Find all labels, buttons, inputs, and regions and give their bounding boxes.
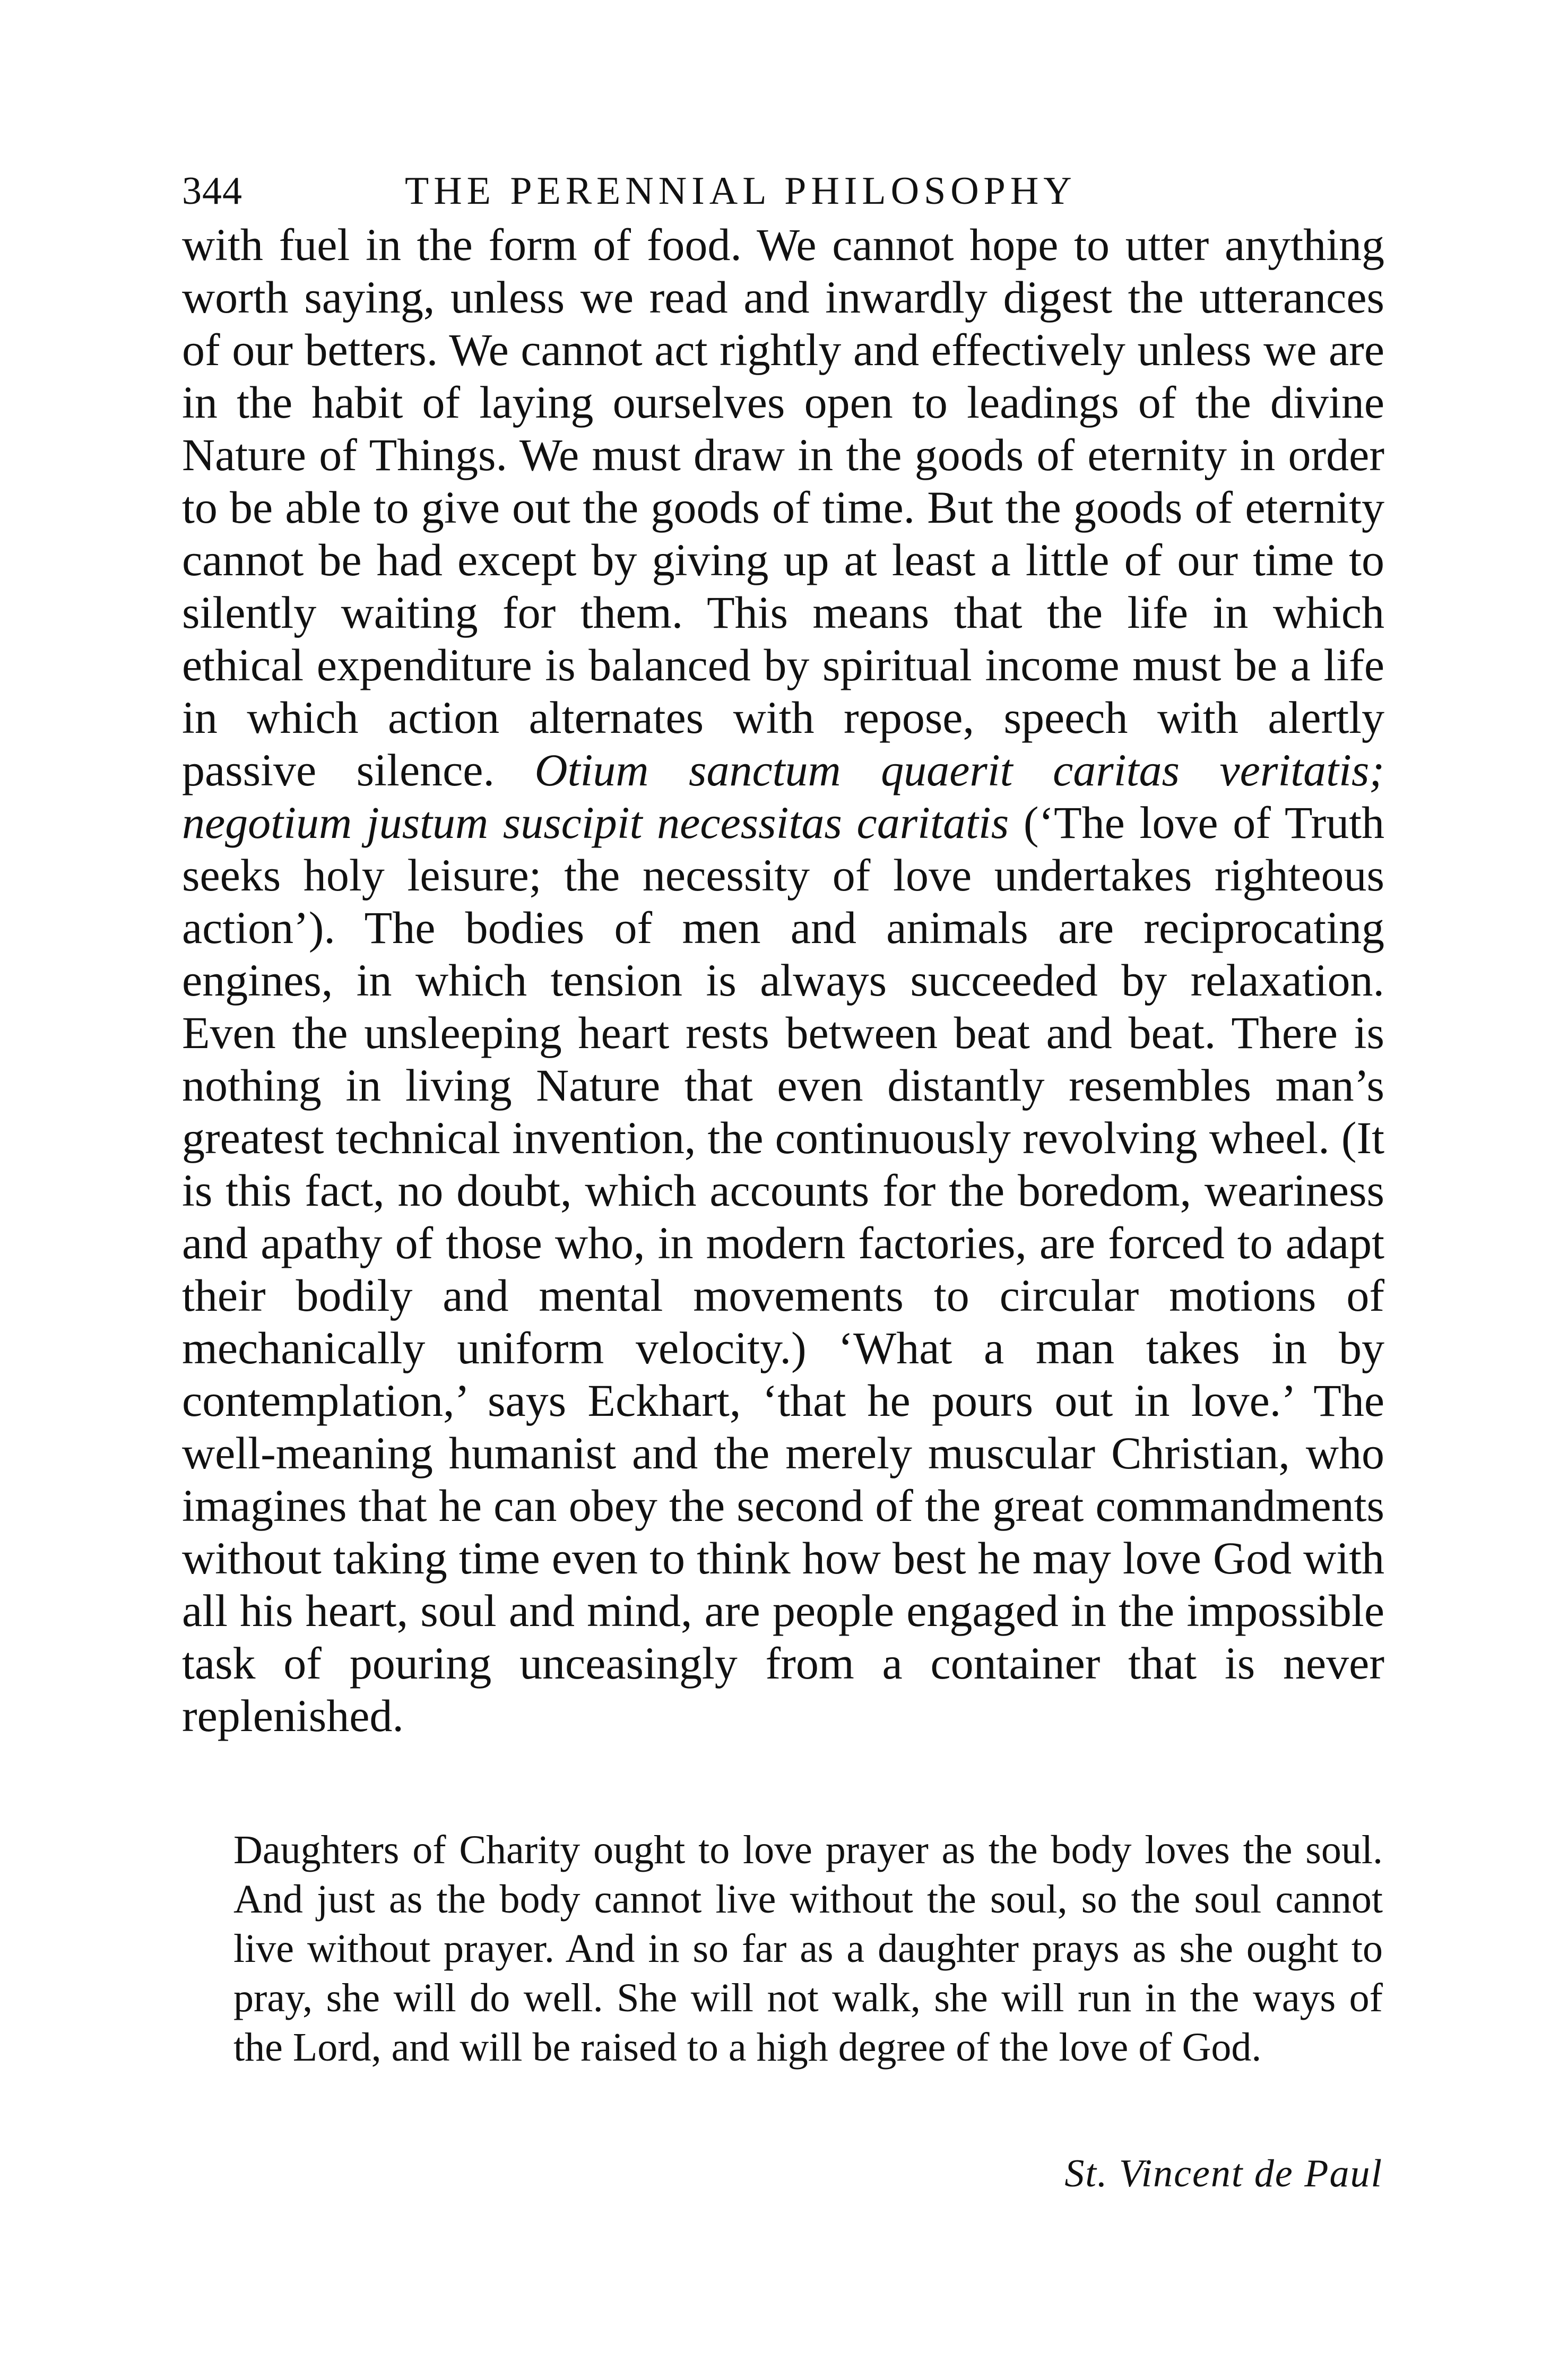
latin-quotation: Otium sanctum quaerit caritas veritatis; negotium justum suscipit necessitas caritatis (182, 745, 1384, 848)
page-number: 344 (182, 169, 242, 213)
paragraph-text-part-1: with fuel in the form of food. We cannot hope to utter anything worth saying, unless we read and inwardly digest the utterances of our betters. We cannot act rightly and effectively unless we are in the habit of laying ourselves open to leadings of the divine Nature of Things. We must draw in the goods of eternity in order to be able to give out the goods of time. But the goods of eternity cannot be had except by giving up at least a little of our time to silently waiting for them. This means that the life in which ethical expenditure is balanced by spiritual income must be a life in which action alternates with repose, speech with alertly passive silence. (182, 219, 1384, 795)
block-quote: Daughters of Charity ought to love prayer as the body loves the soul. And just as the body cannot live without the soul, so the soul cannot live without prayer. And in so far as a daughter prays as she ought to pray, she will do well. She will not walk, she will run in the ways of the Lord, and will be raised to a high degree of the love of God. (233, 1828, 1383, 2070)
quote-attribution: St. Vincent de Paul (1064, 2152, 1383, 2195)
running-head (182, 166, 1384, 217)
running-title: THE PERENNIAL PHILOSOPHY (405, 169, 1077, 213)
main-paragraph (182, 219, 1384, 1742)
paragraph-text-part-2: (‘The love of Truth seeks holy leisure; the necessity of love undertakes righteous action’). The bodies of men and animals are reciprocating engines, in which tension is always succeeded by relaxation. Even the unsleeping heart rests between beat and beat. There is nothing in living Nature that even distantly resembles man’s greatest technical invention, the continuously revolving wheel. (It is this fact, no doubt, which accounts for the boredom, weariness and apathy of those who, in modern factories, are forced to adapt their bodily and mental movements to circular motions of mechanically uniform velocity.) ‘What a man takes in by contemplation,’ says Eckhart, ‘that he pours out in love.’ The well-meaning humanist and the merely muscular Christian, who imagines that he can obey the second of the great commandments without taking time even to think how best he may love God with all his heart, soul and mind, are people engaged in the impossible task of pouring unceasingly from a container that is never replenished. (182, 797, 1384, 1741)
